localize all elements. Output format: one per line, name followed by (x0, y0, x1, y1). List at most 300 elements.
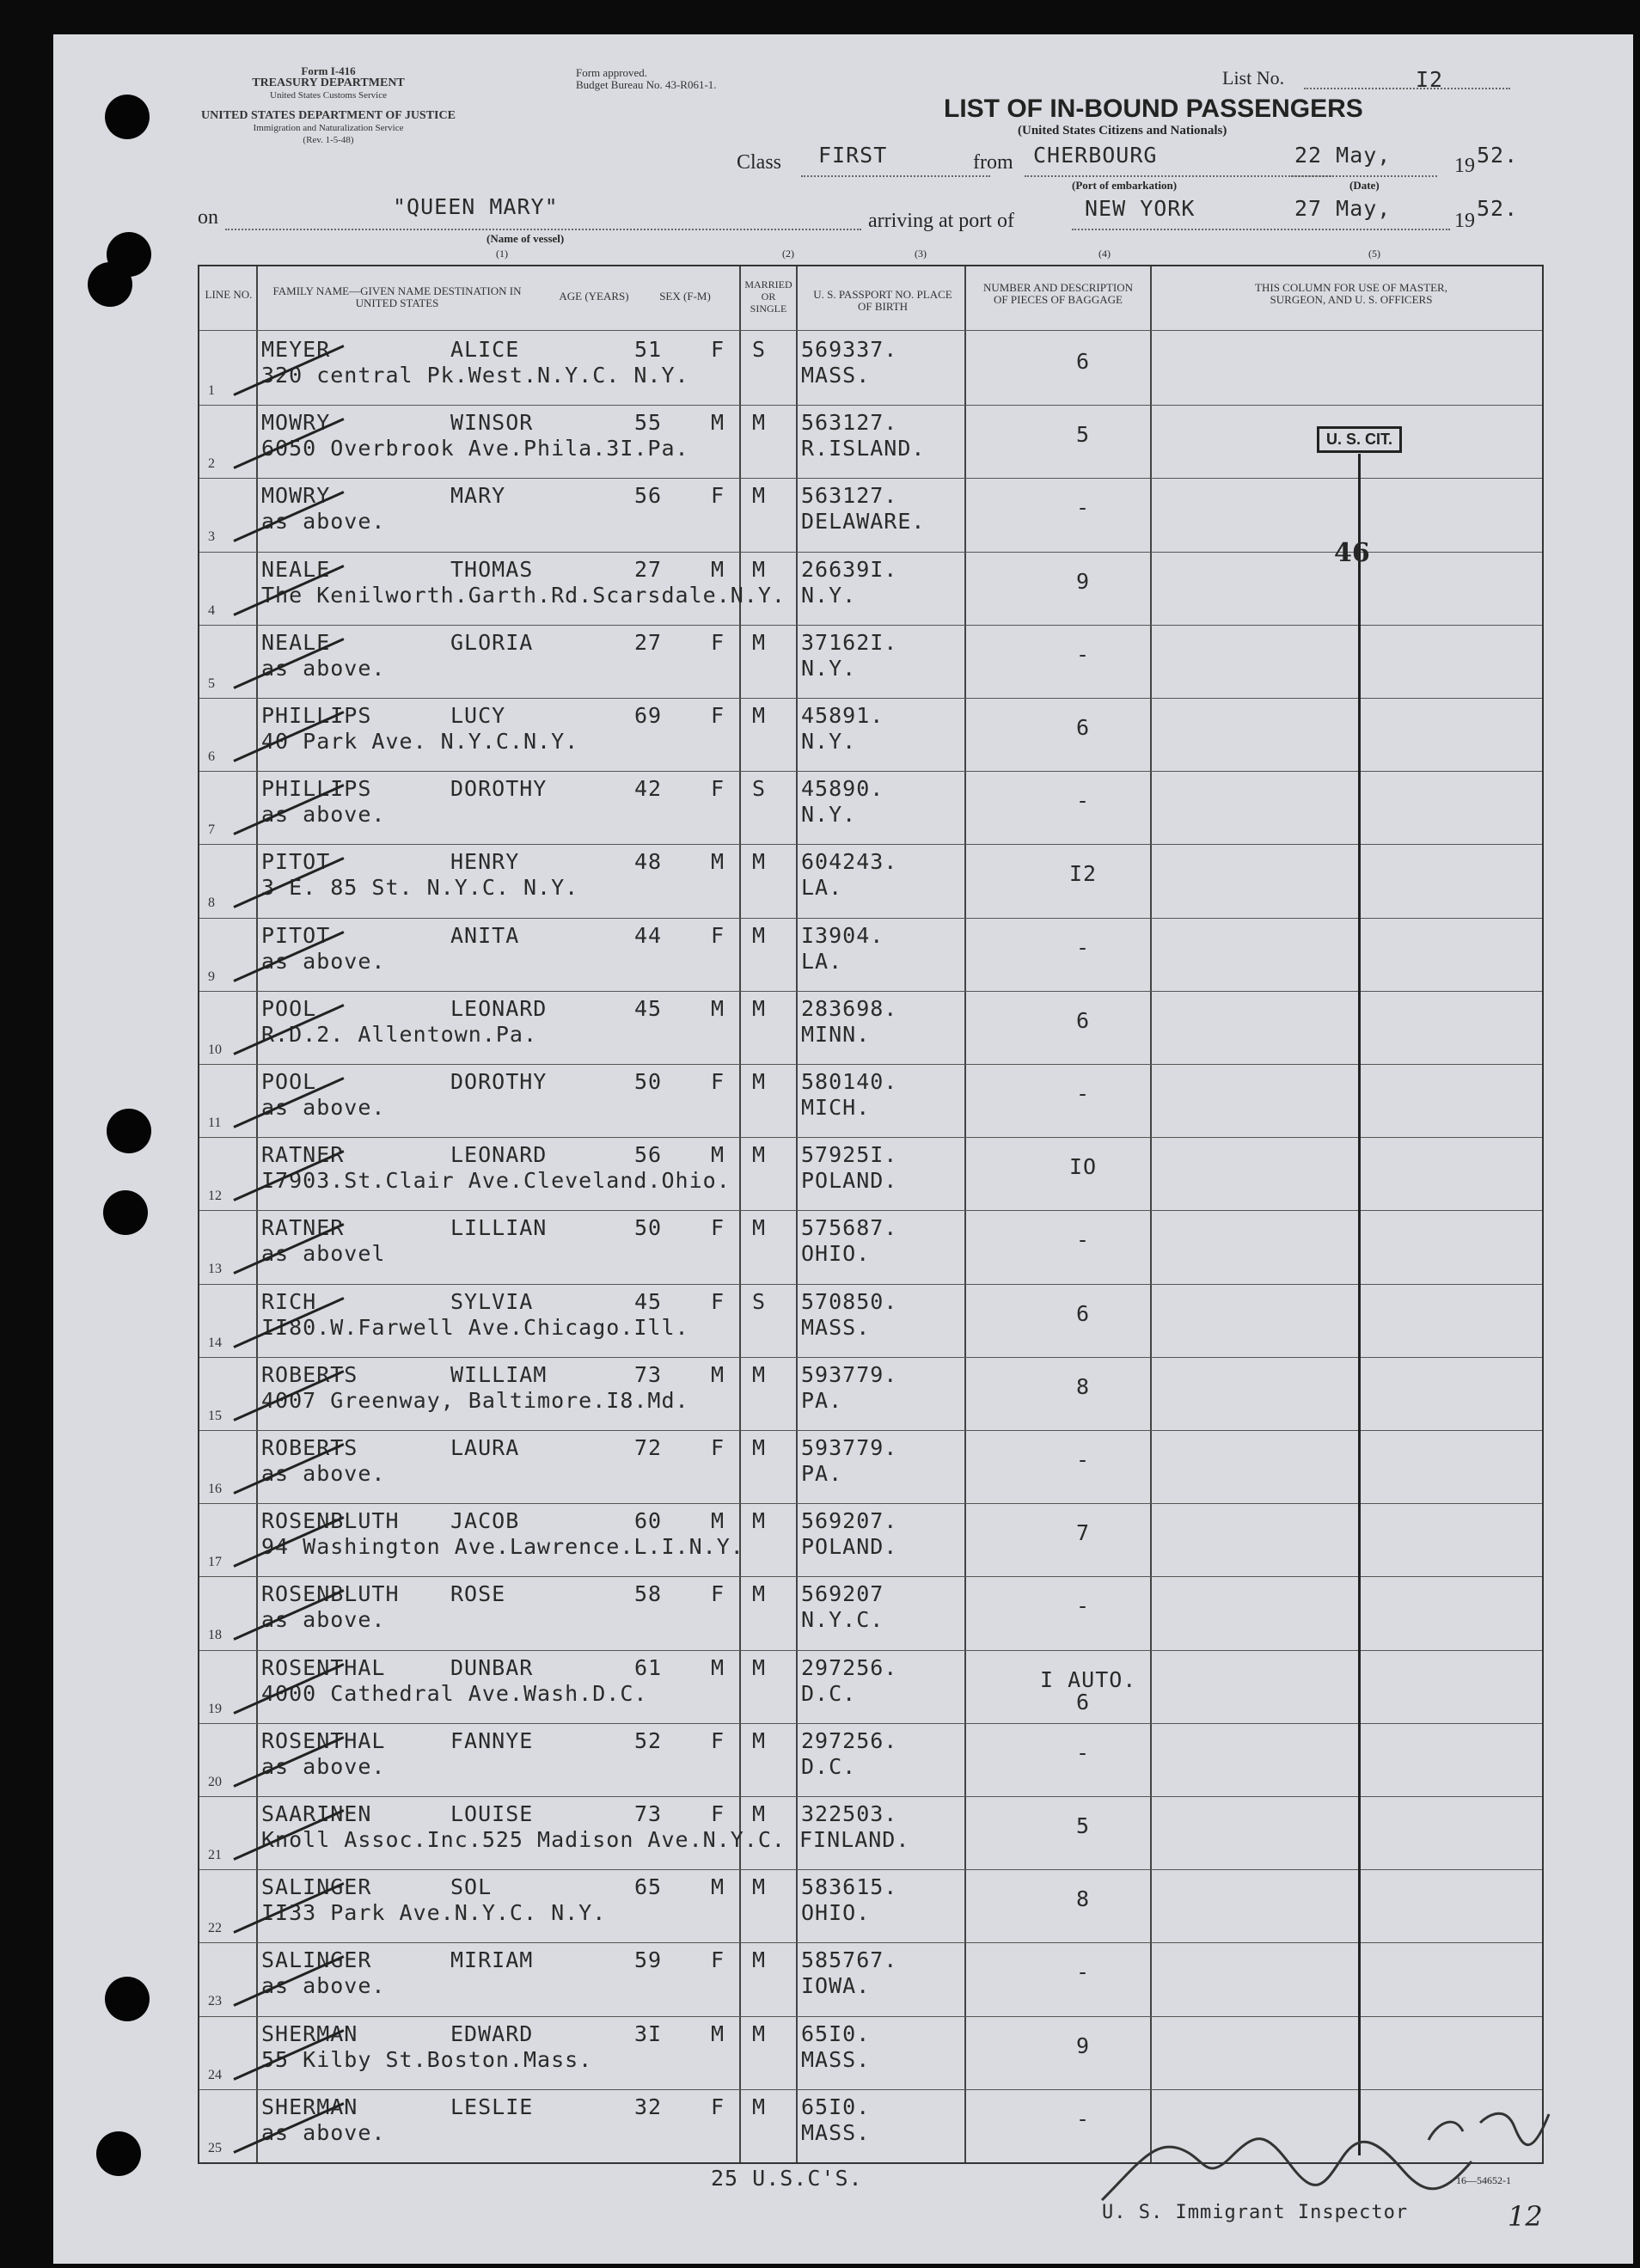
given-name: HENRY (450, 849, 520, 875)
given-name: ROSE (450, 1581, 506, 1607)
age: 42 (634, 776, 663, 802)
place-of-birth: D.C. (801, 1753, 857, 1779)
class-line (801, 175, 990, 177)
family-name: NEALE (261, 629, 331, 655)
destination-address: 4000 Cathedral Ave.Wash.D.C. (261, 1680, 648, 1706)
budget-label: Budget Bureau No. 43-R061-1. (576, 78, 717, 91)
vessel-line (225, 229, 861, 230)
class-label: Class (737, 151, 782, 174)
row-rule (199, 2016, 1542, 2017)
family-name: MEYER (261, 337, 331, 362)
age: 52 (634, 1727, 663, 1753)
table-row (199, 1357, 1542, 1430)
row-rule (199, 1723, 1542, 1724)
age: 56 (634, 483, 663, 509)
given-name: DOROTHY (450, 1069, 548, 1094)
arrive-line (1072, 229, 1450, 230)
row-rule (199, 771, 1542, 772)
passport-number: 563127. (801, 483, 898, 509)
marital-status: M (752, 410, 767, 436)
marital-status: M (752, 483, 767, 509)
sex: F (711, 776, 725, 802)
embark-port: CHERBOURG (1033, 143, 1158, 168)
table-row (199, 844, 1542, 917)
marital-status: M (752, 1801, 767, 1826)
sex: F (711, 483, 725, 509)
line-number: 16 (208, 1482, 222, 1496)
family-name: PHILLIPS (261, 776, 372, 802)
inspector-signature (1085, 2088, 1583, 2217)
table-row (199, 771, 1542, 844)
rev-label: (Rev. 1-5-48) (303, 135, 354, 145)
baggage-count: - (1075, 934, 1091, 960)
destination-address: 94 Washington Ave.Lawrence.L.I.N.Y. (261, 1534, 744, 1560)
line-number: 5 (208, 676, 215, 691)
form-title: LIST OF IN-BOUND PASSENGERS (944, 95, 1363, 123)
baggage-count: - (1075, 1081, 1091, 1106)
given-name: FANNYE (450, 1727, 534, 1753)
row-rule (199, 1357, 1542, 1358)
date-line (1291, 175, 1437, 177)
family-name: SHERMAN (261, 2094, 358, 2119)
baggage-count: I2 (1068, 861, 1098, 887)
row-rule (199, 625, 1542, 626)
line-number: 8 (208, 896, 215, 911)
marital-status: M (752, 922, 767, 948)
line-number: 24 (208, 2067, 222, 2082)
place-of-birth: N.Y.C. (801, 1607, 884, 1633)
given-name: ALICE (450, 337, 520, 362)
row-rule (199, 1869, 1542, 1870)
line-number: 6 (208, 749, 215, 764)
given-name: LEONARD (450, 995, 548, 1021)
vessel-name: "QUEEN MARY" (393, 194, 559, 219)
given-name: LEONARD (450, 1142, 548, 1168)
destination-address: 320 central Pk.West.N.Y.C. N.Y. (261, 363, 689, 388)
passport-number: 26639I. (801, 556, 898, 582)
baggage-count: - (1075, 788, 1091, 814)
us-citizen-stamp: U. S. CIT. (1317, 426, 1402, 453)
age: 27 (634, 629, 663, 655)
family-name: ROBERTS (261, 1361, 358, 1387)
row-rule (199, 478, 1542, 479)
row-rule (199, 918, 1542, 919)
age: 73 (634, 1801, 663, 1826)
vessel-caption: (Name of vessel) (486, 232, 565, 245)
marital-status: M (752, 703, 767, 728)
ins-label: Immigration and Naturalization Service (253, 123, 404, 133)
sex: M (711, 1508, 725, 1534)
year-prefix-2: 19 (1454, 210, 1475, 232)
passport-number: 575687. (801, 1215, 898, 1241)
line-number: 18 (208, 1628, 222, 1643)
col5-num: (5) (1368, 248, 1380, 260)
passport-number: 580140. (801, 1069, 898, 1094)
family-name: SHERMAN (261, 2020, 358, 2046)
place-of-birth: OHIO. (801, 1241, 871, 1267)
line-number: 22 (208, 1921, 222, 1936)
row-rule (199, 1503, 1542, 1504)
passport-number: 563127. (801, 410, 898, 436)
destination-address: as above. (261, 948, 386, 974)
col-header-sex: SEX (F-M) (659, 290, 711, 303)
baggage-count: 6 (1075, 1300, 1091, 1326)
line-number: 21 (208, 1848, 222, 1862)
col-header-baggage: NUMBER AND DESCRIPTION OF PIECES OF BAGGAGE (982, 281, 1134, 306)
age: 61 (634, 1654, 663, 1680)
family-name: PITOT (261, 922, 331, 948)
customs-label: United States Customs Service (270, 90, 387, 101)
given-name: DUNBAR (450, 1654, 534, 1680)
place-of-birth: LA. (801, 948, 843, 974)
row-rule (199, 1210, 1542, 1211)
table-row (199, 625, 1542, 698)
family-name: SAARINEN (261, 1801, 372, 1826)
sex: F (711, 1435, 725, 1460)
passport-number: 569207. (801, 1508, 898, 1534)
passport-number: 569207 (801, 1581, 884, 1607)
baggage-count: - (1075, 2106, 1091, 2131)
age: 59 (634, 1947, 663, 1973)
age: 65 (634, 1874, 663, 1900)
row-rule (199, 1576, 1542, 1577)
list-no-label: List No. (1222, 67, 1285, 89)
baggage-count: - (1075, 495, 1091, 521)
given-name: LOUISE (450, 1801, 534, 1826)
sex: F (711, 1069, 725, 1094)
line-number: 4 (208, 602, 215, 618)
passport-number: 65I0. (801, 2020, 871, 2046)
line-number: 10 (208, 1042, 222, 1057)
col-header-officers: THIS COLUMN FOR USE OF MASTER, SURGEON, AND U. S. OFFICERS (1255, 281, 1447, 306)
age: 50 (634, 1069, 663, 1094)
place-of-birth: R.ISLAND. (801, 436, 926, 462)
table-row (199, 1284, 1542, 1357)
line-number: 19 (208, 1701, 222, 1716)
destination-address: 3 E. 85 St. N.Y.C. N.Y. (261, 875, 579, 901)
baggage-count: 5 (1075, 1813, 1091, 1838)
given-name: LAURA (450, 1435, 520, 1460)
baggage-count: - (1075, 1739, 1091, 1765)
approved-label: Form approved. (576, 66, 648, 79)
given-name: THOMAS (450, 556, 534, 582)
total-count: 25 U.S.C'S. (711, 2166, 863, 2191)
baggage-count: 9 (1075, 568, 1091, 594)
passport-number: 45891. (801, 703, 884, 728)
passport-number: 65I0. (801, 2094, 871, 2119)
place-of-birth: N.Y. (801, 802, 857, 828)
family-name: MOWRY (261, 410, 331, 436)
table-row (199, 1723, 1542, 1796)
table-row (199, 1650, 1542, 1723)
table-row (199, 2016, 1542, 2089)
place-of-birth: PA. (801, 1387, 843, 1413)
passport-number: 569337. (801, 337, 898, 362)
age: 60 (634, 1508, 663, 1534)
passport-number: I3904. (801, 922, 884, 948)
baggage-count: 6 (1075, 715, 1091, 740)
table-row (199, 1869, 1542, 1942)
passport-number: 604243. (801, 849, 898, 875)
destination-address: as above. (261, 1607, 386, 1633)
justice-label: UNITED STATES DEPARTMENT OF JUSTICE (201, 109, 456, 122)
table-row (199, 1576, 1542, 1649)
baggage-count: - (1075, 1959, 1091, 1985)
row-rule (199, 1650, 1542, 1651)
marital-status: M (752, 629, 767, 655)
sex: M (711, 1874, 725, 1900)
line-number: 2 (208, 456, 215, 472)
marital-status: M (752, 1435, 767, 1460)
passport-number: 593779. (801, 1361, 898, 1387)
marital-status: M (752, 1361, 767, 1387)
punch-hole (105, 1977, 150, 2021)
depart-date: 22 May, (1294, 143, 1392, 168)
arriving-label: arriving at port of (868, 210, 1014, 232)
marital-status: M (752, 1069, 767, 1094)
baggage-count: I AUTO. 6 (1040, 1666, 1137, 1715)
row-rule (199, 1942, 1542, 1943)
passport-number: 297256. (801, 1727, 898, 1753)
marital-status: M (752, 556, 767, 582)
age: 27 (634, 556, 663, 582)
given-name: LESLIE (450, 2094, 534, 2119)
table-row (199, 1942, 1542, 2015)
line-number: 17 (208, 1555, 222, 1570)
treasury-label: TREASURY DEPARTMENT (252, 76, 405, 89)
marital-status: M (752, 1654, 767, 1680)
approval-block (576, 67, 717, 91)
given-name: WILLIAM (450, 1361, 548, 1387)
sex: F (711, 1727, 725, 1753)
destination-address: 6050 Overbrook Ave.Phila.3I.Pa. (261, 436, 689, 462)
place-of-birth: POLAND. (801, 1534, 898, 1560)
manifest-page (53, 34, 1633, 2264)
place-of-birth: MICH. (801, 1095, 871, 1120)
place-of-birth: N.Y. (801, 655, 857, 681)
age: 45 (634, 995, 663, 1021)
family-name: MOWRY (261, 483, 331, 509)
col3-num: (3) (915, 248, 927, 260)
sex: F (711, 2094, 725, 2119)
table-row (199, 991, 1542, 1064)
destination-address: as above. (261, 802, 386, 828)
col-header-age: AGE (YEARS) (559, 290, 629, 303)
passport-number: 297256. (801, 1654, 898, 1680)
place-of-birth: N.Y. (801, 729, 857, 754)
date-caption: (Date) (1349, 179, 1380, 192)
place-of-birth: PA. (801, 1461, 843, 1486)
punch-hole (88, 262, 132, 307)
family-name: POOL (261, 1069, 317, 1094)
place-of-birth: MASS. (801, 2119, 871, 2145)
baggage-count: 9 (1075, 2033, 1091, 2058)
row-rule (199, 698, 1542, 699)
destination-address: as above. (261, 1753, 386, 1779)
line-number: 1 (208, 383, 215, 398)
baggage-count: - (1075, 1447, 1091, 1472)
destination-address: as above. (261, 655, 386, 681)
sex: F (711, 1215, 725, 1241)
citizen-count: 46 (1334, 538, 1370, 568)
family-name: RATNER (261, 1215, 345, 1241)
family-name: NEALE (261, 556, 331, 582)
line-number: 3 (208, 529, 215, 545)
given-name: MARY (450, 483, 506, 509)
marital-status: S (752, 337, 767, 362)
marital-status: M (752, 2020, 767, 2046)
place-of-birth: MINN. (801, 1021, 871, 1047)
given-name: GLORIA (450, 629, 534, 655)
family-name: PHILLIPS (261, 703, 372, 728)
passport-number: 322503. (801, 1801, 898, 1826)
sex: M (711, 1361, 725, 1387)
baggage-count: - (1075, 641, 1091, 667)
destination-address: Knoll Assoc.Inc.525 Madison Ave.N.Y.C. FINLAND. (261, 1827, 910, 1852)
family-name: ROSENBLUTH (261, 1508, 400, 1534)
age: 51 (634, 337, 663, 362)
line-number: 15 (208, 1408, 222, 1423)
age: 72 (634, 1435, 663, 1460)
destination-address: 40 Park Ave. N.Y.C.N.Y. (261, 729, 579, 754)
family-name: SALINGER (261, 1874, 372, 1900)
destination-address: II33 Park Ave.N.Y.C. N.Y. (261, 1900, 607, 1926)
destination-address: as above. (261, 1973, 386, 1999)
sex: M (711, 556, 725, 582)
given-name: SYLVIA (450, 1288, 534, 1314)
punch-hole (105, 95, 150, 139)
list-no-line (1304, 88, 1510, 89)
baggage-count: 7 (1075, 1520, 1091, 1546)
from-label: from (973, 151, 1013, 174)
baggage-count: 6 (1075, 1007, 1091, 1033)
arrive-date: 27 May, (1294, 196, 1392, 221)
sex: M (711, 995, 725, 1021)
age: 73 (634, 1361, 663, 1387)
age: 45 (634, 1288, 663, 1314)
line-number: 23 (208, 1994, 222, 2009)
marital-status: M (752, 1727, 767, 1753)
embark-line (1025, 175, 1334, 177)
age: 56 (634, 1142, 663, 1168)
age: 44 (634, 922, 663, 948)
baggage-count: - (1075, 1227, 1091, 1253)
age: 50 (634, 1215, 663, 1241)
passport-number: 57925I. (801, 1142, 898, 1168)
family-name: POOL (261, 995, 317, 1021)
line-number: 9 (208, 969, 215, 984)
place-of-birth: DELAWARE. (801, 509, 926, 535)
row-rule (199, 1137, 1542, 1138)
on-label: on (198, 206, 218, 229)
agency-block (191, 65, 466, 101)
passport-number: 570850. (801, 1288, 898, 1314)
passport-number: 593779. (801, 1435, 898, 1460)
line-number: 13 (208, 1262, 222, 1277)
punch-hole (107, 1109, 151, 1153)
baggage-count: 6 (1075, 349, 1091, 374)
given-name: LILLIAN (450, 1215, 548, 1241)
destination-address: 55 Kilby St.Boston.Mass. (261, 2046, 593, 2072)
given-name: WINSOR (450, 410, 534, 436)
destination-address: 4007 Greenway, Baltimore.I8.Md. (261, 1387, 689, 1413)
age: 48 (634, 849, 663, 875)
col-header-family: FAMILY NAME—GIVEN NAME DESTINATION IN UNITED STATES (272, 284, 522, 309)
sex: F (711, 1801, 725, 1826)
row-rule (199, 405, 1542, 406)
place-of-birth: MASS. (801, 363, 871, 388)
family-name: ROSENTHAL (261, 1654, 386, 1680)
given-name: DOROTHY (450, 776, 548, 802)
place-of-birth: OHIO. (801, 1900, 871, 1926)
marital-status: M (752, 1215, 767, 1241)
row-rule (199, 1430, 1542, 1431)
row-rule (199, 1284, 1542, 1285)
place-of-birth: MASS. (801, 2046, 871, 2072)
col2-num: (2) (782, 248, 794, 260)
place-of-birth: D.C. (801, 1680, 857, 1706)
age: 69 (634, 703, 663, 728)
destination-address: I7903.St.Clair Ave.Cleveland.Ohio. (261, 1168, 731, 1194)
line-number: 12 (208, 1189, 222, 1204)
baggage-count: IO (1068, 1154, 1098, 1180)
row-rule (199, 991, 1542, 992)
arrive-port: NEW YORK (1085, 196, 1196, 221)
sex: F (711, 1581, 725, 1607)
col1-num: (1) (496, 248, 508, 260)
page-mark: 12 (1508, 2200, 1543, 2233)
sex: M (711, 1142, 725, 1168)
table-row (199, 1137, 1542, 1210)
embark-caption: (Port of embarkation) (1072, 179, 1178, 192)
sex: F (711, 337, 725, 362)
justice-block (191, 110, 466, 146)
sex: M (711, 849, 725, 875)
marital-status: S (752, 1288, 767, 1314)
table-row (199, 332, 1542, 405)
line-number: 20 (208, 1774, 222, 1789)
marital-status: M (752, 2094, 767, 2119)
form-subtitle: (United States Citizens and Nationals) (1018, 124, 1227, 138)
sex: M (711, 1654, 725, 1680)
form-number: Form I-416 (301, 64, 356, 77)
punch-hole (96, 2131, 141, 2176)
col-header-line: LINE NO. (205, 288, 253, 301)
destination-address: as above. (261, 1095, 386, 1120)
family-name: SALINGER (261, 1947, 372, 1973)
family-name: ROBERTS (261, 1435, 358, 1460)
line-number: 11 (208, 1116, 222, 1130)
destination-address: as above. (261, 1461, 386, 1486)
age: 3I (634, 2020, 663, 2046)
place-of-birth: N.Y. (801, 582, 857, 608)
row-rule (199, 1064, 1542, 1065)
passenger-table (198, 265, 1544, 2164)
passport-number: 45890. (801, 776, 884, 802)
place-of-birth: LA. (801, 875, 843, 901)
destination-address: II80.W.Farwell Ave.Chicago.Ill. (261, 1314, 689, 1340)
given-name: EDWARD (450, 2020, 534, 2046)
place-of-birth: POLAND. (801, 1168, 898, 1194)
table-row (199, 1503, 1542, 1576)
given-name: MIRIAM (450, 1947, 534, 1973)
print-code: 16—54652-1 (1456, 2174, 1511, 2186)
marital-status: S (752, 776, 767, 802)
table-row (199, 698, 1542, 771)
passport-number: 283698. (801, 995, 898, 1021)
sex: M (711, 410, 725, 436)
baggage-count: 8 (1075, 1373, 1091, 1399)
